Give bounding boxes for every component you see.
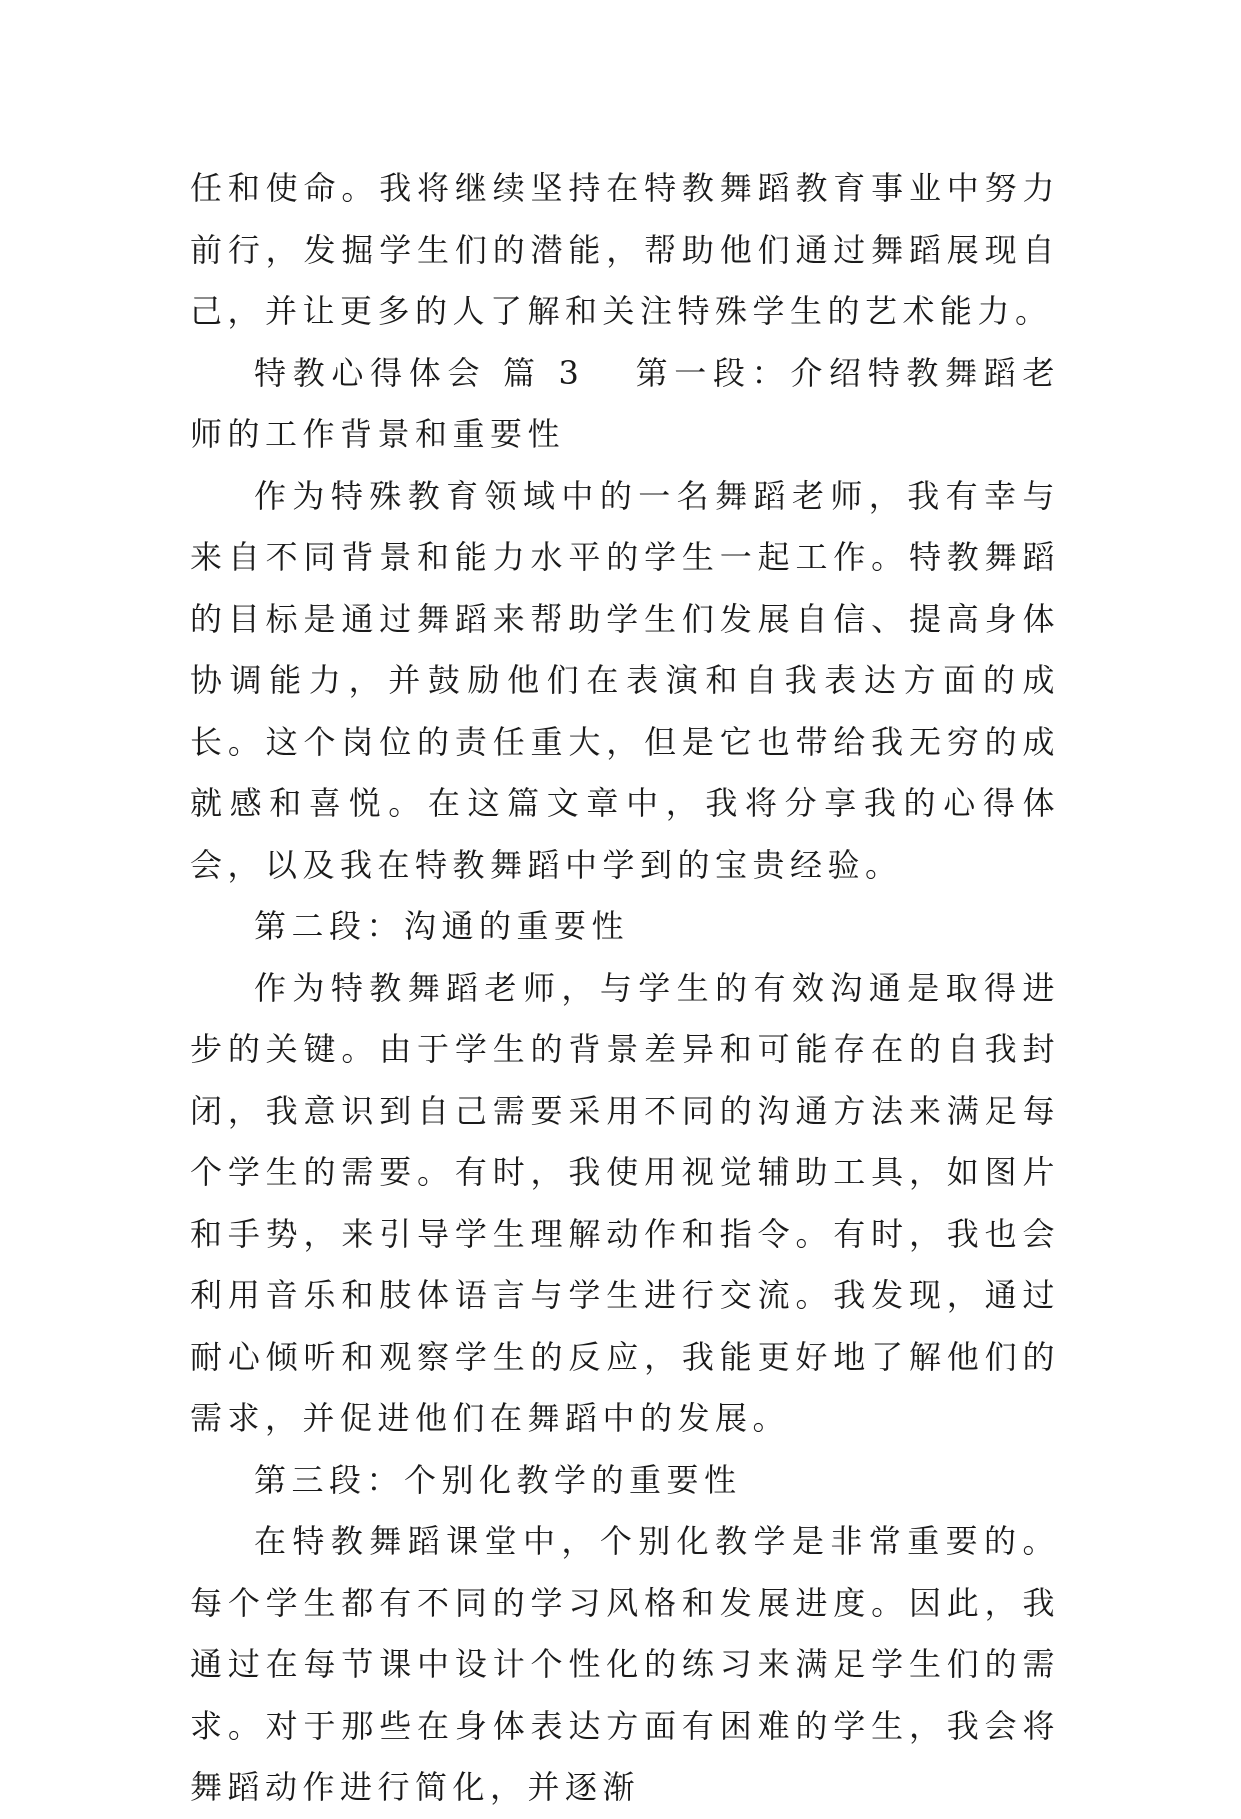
paragraph-text: 第三段：个别化教学的重要性 — [254, 1460, 742, 1499]
document-body — [190, 158, 1060, 1819]
section-heading — [190, 343, 1060, 466]
paragraph-individualized — [190, 1511, 1060, 1819]
paragraph-intro — [190, 466, 1060, 897]
paragraph-text: 任和使命。我将继续坚持在特教舞蹈教育事业中努力前行，发掘学生们的潜能，帮助他们通过舞蹈展现自己，并让更多的人了解和关注特殊学生的艺术能力。 — [190, 169, 1060, 330]
paragraph-text: 第二段：沟通的重要性 — [254, 907, 630, 945]
section-two-heading — [190, 896, 1060, 958]
paragraph-continuation — [190, 158, 1060, 343]
paragraph-communication — [190, 958, 1060, 1450]
paragraph-text: 在特教舞蹈课堂中，个别化教学是非常重要的。每个学生都有不同的学习风格和发展进度。因此，我通过在每节课中设计个性化的练习来满足学生们的需求。对于那些在身体表达方面有困难的学生，我会将舞蹈动作进行简化，并逐渐 — [190, 1522, 1060, 1806]
heading-subtitle: 第一段：介绍特教舞蹈老师的工作背景和重要性 — [190, 353, 1060, 453]
paragraph-text: 作为特殊教育领域中的一名舞蹈老师，我有幸与来自不同背景和能力水平的学生一起工作。特教舞蹈的目标是通过舞蹈来帮助学生们发展自信、提高身体协调能力，并鼓励他们在表演和自我表达方面的成长。这个岗位的责任重大，但是它也带给我无穷的成就感和喜悦。在这篇文章中，我将分享我的心得体会，以及我在特教舞蹈中学到的宝贵经验。 — [190, 476, 1060, 884]
section-three-heading — [190, 1450, 1060, 1512]
paragraph-text: 作为特教舞蹈老师，与学生的有效沟通是取得进步的关键。由于学生的背景差异和可能存在的自我封闭，我意识到自己需要采用不同的沟通方法来满足每个学生的需要。有时，我使用视觉辅助工具，如图片和手势，来引导学生理解动作和指令。有时，我也会利用音乐和肢体语言与学生进行交流。我发现，通过耐心倾听和观察学生的反应，我能更好地了解他们的需求，并促进他们在舞蹈中的发展。 — [190, 968, 1060, 1437]
heading-title: 特教心得体会 篇 3 — [254, 353, 585, 392]
